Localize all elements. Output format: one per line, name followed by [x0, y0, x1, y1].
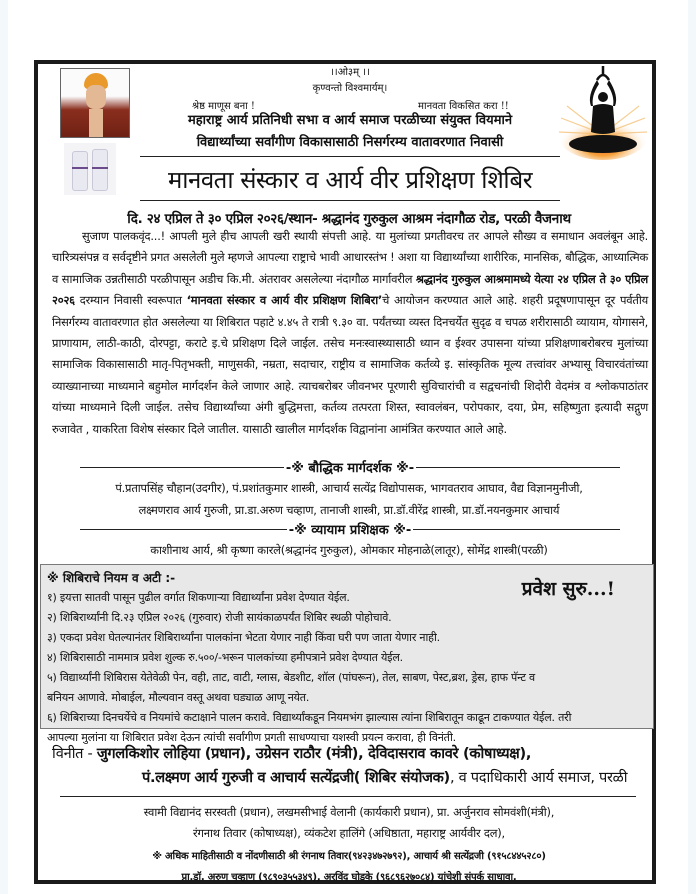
trainers-heading: -※ व्यायाम प्रशिक्षक ※-: [288, 523, 412, 538]
signature-line-2: [52, 766, 652, 790]
contact-line-2: प्रा.डॉ. अरुण चव्हाण (९८९०३५५३४९), अरविंद घोडके (९६८९६२७०८४) यांचेशी संपर्क साधावा.: [181, 872, 517, 883]
organizer-line-1: महाराष्ट्र आर्य प्रतिनिधी सभा व आर्य समाज परळीच्या संयुक्त वियमाने: [187, 113, 513, 128]
divider-line: [413, 529, 620, 530]
signatories-2: पं.लक्ष्मण आर्य गुरुजी व आचार्य सत्येंद्रजी( शिबिर संयोजक): [142, 769, 450, 786]
intro-text-1: सुजाण पालकवृंद...! आपली मुले हीच आपली खरी स्थायी संपत्ती आहे. या मुलांच्या प्रगतीवरच तर आपले सौख्य व समाधान अवलंबून आहे. चारित्र्यसंपन्न व सर्वदृष्टीने प्रगत असलेली मुले म्हणजे आपल्या राष्ट्राचे भावी आधारस्तंभ ! अशा या विद्यार्थ्यांच्या शारीरिक, मानसिक, बौद्धिक, आध्यात्मिक व सामाजिक उन्नतीसाठी परळीपासून अडीच कि.मी. अंतरावर असलेल्या नंदागौळ मार्गावरील: [52, 229, 648, 286]
om-heading: ।।ओ३म् ।।: [330, 67, 370, 78]
face-shape: [86, 85, 106, 109]
intro-bold-2: ‘मानवता संस्कार व आर्य वीर प्रशिक्षण शिबिरा’: [186, 293, 383, 308]
organizer-line-2: विद्यार्थ्यांच्या सर्वांगीण विकासासाठी निसर्गरम्य वातावरणात निवासी: [196, 135, 504, 150]
admission-open-badge: प्रवेश सुरु...!: [521, 578, 615, 600]
guides-heading: -※ बौद्धिक मार्गदर्शक ※-: [285, 461, 415, 476]
guides-line-2: लक्ष्मणराव आर्य गुरुजी, प्रा.डा.अरुण चव्हाण, तानाजी शास्त्री, प्रा.डॉ.वीरेंद्र शास्त्री, प्रा.डॉ.नयनकुमार आचार्य: [138, 503, 560, 517]
intro-text-2: दरम्यान निवासी स्वरूपात: [74, 293, 187, 308]
guides-heading-row: [80, 458, 620, 476]
slogan-left: श्रेष्ठ माणूस बना !: [192, 101, 255, 112]
intro-bold-1: श्रद्धानंद गुरुकुल आश्रमामध्ये येत्या २४ एप्रिल ते ३० एप्रिल २०२६: [52, 271, 648, 308]
rule-item-continued: बनियन आणावे. मोबाईल, मौल्यवान वस्तू अथवा घड्याळ आणू नयेत.: [47, 691, 310, 704]
divider-line: [80, 467, 284, 468]
rule-item: ६) शिबिराच्या दिनचर्येचे व नियमांचे कटाक्षाने पालन करावे. विद्यार्थ्यांकडून नियमभंग झाल्यास त्यांना शिबिरातून काढून टाकण्यात येईल. तरी: [47, 711, 572, 724]
trainers-line-1: काशीनाथ आर्य, श्री कृष्णा कारले(श्रद्धानंद गुरुकुल), ओमकार मोहनाळे(लातूर), सोमेंद्र शास्त्री(परळी): [150, 543, 548, 557]
motto-text: कृण्वन्तो विश्वमार्यम्।: [312, 83, 388, 94]
karate-image: [64, 143, 116, 195]
rule-item: ५) विद्यार्थ्यांनी शिबिरास येतेवेळी पेन, वही, ताट, वाटी, ग्लास, बेडशीट, शॉल (पांघरून), तेल, साबण, पेस्ट,ब्रश, ड्रेस, हाफ पॅन्ट व: [47, 671, 535, 684]
rule-item: १) इयत्ता सातवी पासून पुढील वर्गात शिकणाऱ्या विद्यार्थ्यांना प्रवेश देण्यात येईल.: [47, 591, 350, 604]
rule-item: २) शिबिरार्थ्यांनी दि.२३ एप्रिल २०२६ (गुरुवार) रोजी सायंकाळपर्यंत शिबिर स्थळी पोहोचावे.: [47, 611, 392, 624]
footer-line-1: स्वामी विद्यानंद सरस्वती (प्रधान), लखमसीभाई वेलानी (कार्यकारी प्रधान), प्रा. अर्जुनराव सोमवंशी(मंत्री),: [143, 805, 555, 819]
signatories-2-rest: , व पदाधिकारी आर्य समाज, परळी: [449, 769, 628, 786]
footer-officials: [44, 802, 654, 844]
intro-text-3: चे आयोजन करण्यात आले आहे. शहरी प्रदूषणापासून दूर पर्वतीय निसर्गरम्य वातावरणात होत असलेल्या या शिबिरात पहाटे ४.४५ ते रात्री ९.३० वा. पर्यंतच्या व्यस्त दिनचर्येत सुदृढ व चपळ शरीरासाठी व्यायाम, योगासने, प्राणायाम, लाठी-काठी, दोरपट्टा, कराटे इ.चे प्रशिक्षण दिले जाईल. तसेच मनःस्वास्थ्यासाठी ध्यान व ईश्वर उपासना यांच्या प्रशिक्षणाबरोबरच मुलांच्या सामाजिक विकासासाठी मातृ-पितृभक्ती, माणुसकी, नम्रता, सदाचार, राष्ट्रीय व सामाजिक कर्तव्ये इ. सांस्कृतिक मूल्य तत्त्वांवर अभ्यासू विचारवंतांच्या व्याख्यानाच्या माध्यमाने बहुमोल मार्गदर्शन केले जाणार आहे. त्याचबरोबर जीवनभर पूरणारी सुविचारांची व सद्वचनांची शिदोरी वेदमंत्र व श्लोकपाठांतर यांच्या माध्यमाने दिली जाईल. तसेच विद्यार्थ्यांच्या अंगी बुद्धिमत्ता, कर्तव्य तत्परता शिस्त, स्वावलंबन, परोपकार, दया, प्रेम, सहिष्णुता इत्यादी सद्गुण रुजावेत , याकरिता विशेष संस्कार दिले जातील. यासाठी खालील मार्गदर्शक विद्वानांना आमंत्रित करण्यात आले आहे.: [52, 293, 649, 436]
signature-line-1: [52, 742, 652, 766]
portrait-image: [60, 68, 130, 138]
rule-item-continued: आपल्या मुलांना या शिबिरात प्रवेश देऊन त्यांची सर्वांगीण प्रगती साधण्याचा यशस्वी प्रयत्न करावा, ही विनंती.: [47, 731, 456, 744]
title-divider-bottom: [140, 200, 560, 201]
page-title: मानवता संस्कार व आर्य वीर प्रशिक्षण शिबिर: [167, 166, 533, 194]
divider-line: [416, 467, 620, 468]
rules-box: [40, 564, 654, 744]
signatories-1: जुगलकिशोर लोहिया (प्रधान), उग्रेसन राठौर (मंत्री), देविदासराव कावरे (कोषाध्यक्ष),: [96, 745, 532, 762]
trainers-heading-row: [80, 520, 620, 538]
karate-figure-right: [92, 149, 108, 191]
guides-line-1: पं.प्रतापसिंह चौहान(उदगीर), पं.प्रशांतकुमार शास्त्री, आचार्य सत्येंद्र विद्योपासक, भागवतराव आघाव, वैद्य विज्ञानमुनीजी,: [115, 481, 583, 495]
signature-block: [52, 742, 652, 790]
karate-belt-right: [92, 167, 108, 169]
rules-heading: ※ शिबिराचे नियम व अटी :-: [47, 571, 176, 585]
karate-figure-left: [72, 151, 88, 191]
intro-paragraph: [52, 226, 648, 440]
karate-belt-left: [72, 167, 88, 169]
contact-line-1: ※ अधिक माहितीसाठी व नोंदणीसाठी श्री रंगनाथ तिवार(९४२३४७२७९२), आचार्य श्री सत्येंद्रजी (९१५८४४५२८०): [152, 851, 546, 862]
signature-prefix: विनीत -: [52, 745, 97, 762]
divider-line: [80, 529, 287, 530]
slogan-right: मानवता विकसित करा !!: [418, 101, 509, 112]
footer-divider: [60, 796, 636, 797]
footer-line-2: रंगनाथ तिवार (कोषाध्यक्ष), व्यंकटेश हालिंगे (अधिष्ठाता, महाराष्ट्र आर्यवीर दल),: [193, 826, 505, 840]
date-venue: दि. २४ एप्रिल ते ३० एप्रिल २०२६/स्थान- श्रद्धानंद गुरुकुल आश्रम नंदागौळ रोड, परळी वैजनाथ: [127, 211, 571, 227]
chest-shape: [89, 109, 103, 138]
rule-item: ३) एकदा प्रवेश घेतल्यानंतर शिबिरार्थ्यांना पालकांना भेटता येणार नाही किंवा घरी पण जाता येणार नाही.: [47, 631, 440, 644]
rule-item: ४) शिबिरासाठी नाममात्र प्रवेश शुल्क रु.५००/-भरून पालकांच्या हमीपत्राने प्रवेश देण्यात येईल.: [47, 651, 403, 664]
footer-contacts: [44, 846, 654, 888]
title-divider-top: [140, 156, 560, 157]
yoga-icon: [553, 62, 653, 162]
